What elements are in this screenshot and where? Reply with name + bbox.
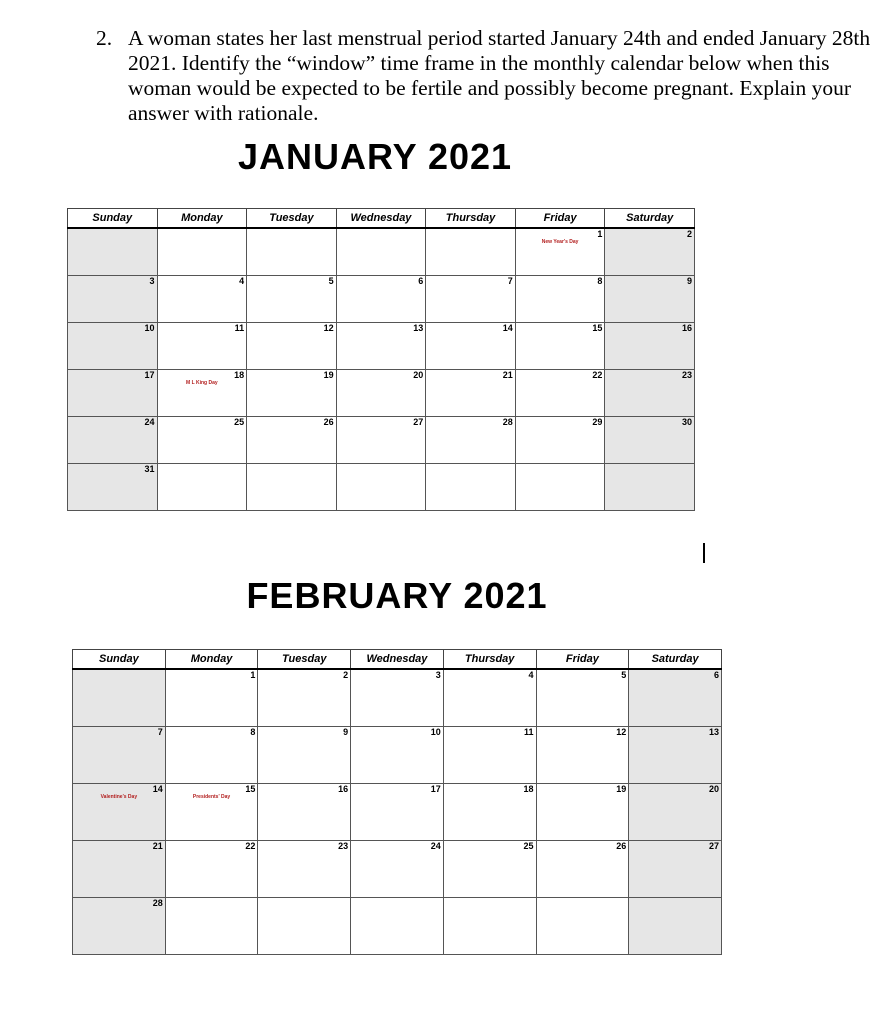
day-cell [247, 228, 337, 276]
day-cell [351, 727, 444, 784]
february-title: FEBRUARY 2021 [246, 575, 548, 616]
day-cell [443, 669, 536, 727]
day-number: 14 [152, 784, 163, 794]
holiday-label: Presidents' Day [192, 794, 231, 800]
february-weekday-row [73, 650, 722, 670]
february-calendar [72, 649, 722, 955]
day-number: 17 [430, 784, 441, 794]
january-week-row [68, 417, 695, 464]
day-cell [629, 669, 722, 727]
holiday-label: New Year's Day [541, 239, 579, 245]
day-cell [336, 370, 426, 417]
day-cell [247, 323, 337, 370]
day-cell [443, 784, 536, 841]
day-number: 29 [592, 417, 603, 427]
day-number: 18 [523, 784, 534, 794]
day-cell [515, 417, 605, 464]
day-number: 3 [149, 276, 155, 286]
day-cell [515, 323, 605, 370]
january-weekday-tuesday: Tuesday [247, 209, 337, 229]
day-number: 2 [343, 670, 349, 680]
day-cell [73, 841, 166, 898]
day-number: 10 [430, 727, 441, 737]
day-cell [515, 464, 605, 511]
day-number: 25 [523, 841, 534, 851]
day-cell [605, 370, 695, 417]
day-number: 23 [338, 841, 349, 851]
day-number: 16 [681, 323, 692, 333]
day-number: 27 [708, 841, 719, 851]
day-cell [336, 323, 426, 370]
day-cell [536, 727, 629, 784]
day-cell [68, 417, 158, 464]
day-number: 3 [435, 670, 441, 680]
day-cell [68, 276, 158, 323]
day-cell [536, 669, 629, 727]
day-number: 9 [686, 276, 692, 286]
day-cell [73, 727, 166, 784]
day-cell [247, 276, 337, 323]
day-cell [426, 276, 516, 323]
day-cell [157, 228, 247, 276]
day-number: 15 [592, 323, 603, 333]
day-number: 31 [144, 464, 155, 474]
february-week-row [73, 841, 722, 898]
day-number: 9 [343, 727, 349, 737]
day-cell [605, 276, 695, 323]
text-cursor [703, 543, 705, 563]
february-week-row [73, 784, 722, 841]
day-cell [515, 370, 605, 417]
day-cell [443, 841, 536, 898]
day-number: 23 [681, 370, 692, 380]
day-cell [157, 323, 247, 370]
january-weekday-friday: Friday [515, 209, 605, 229]
day-number: 28 [152, 898, 163, 908]
day-number: 7 [157, 727, 163, 737]
day-number: 22 [592, 370, 603, 380]
february-weekday-saturday: Saturday [629, 650, 722, 670]
day-number: 15 [245, 784, 256, 794]
january-weekday-sunday: Sunday [68, 209, 158, 229]
february-weekday-thursday: Thursday [443, 650, 536, 670]
january-weeks [68, 228, 695, 511]
day-number: 16 [338, 784, 349, 794]
day-cell [536, 784, 629, 841]
february-weekday-sunday: Sunday [73, 650, 166, 670]
day-cell [258, 841, 351, 898]
day-number: 26 [323, 417, 334, 427]
day-cell [73, 898, 166, 955]
day-cell [68, 323, 158, 370]
day-cell [258, 898, 351, 955]
day-cell [426, 464, 516, 511]
day-cell [351, 898, 444, 955]
february-weekday-friday: Friday [536, 650, 629, 670]
day-cell [73, 669, 166, 727]
february-weekday-tuesday: Tuesday [258, 650, 351, 670]
day-number: 27 [413, 417, 424, 427]
day-number: 11 [524, 727, 534, 737]
january-week-row [68, 464, 695, 511]
day-cell [629, 784, 722, 841]
january-title: JANUARY 2021 [237, 136, 513, 177]
day-cell [605, 228, 695, 276]
day-number: 24 [144, 417, 155, 427]
day-cell [157, 276, 247, 323]
day-number: 8 [597, 276, 603, 286]
february-weekday-monday: Monday [165, 650, 258, 670]
february-week-row [73, 727, 722, 784]
day-cell [165, 784, 258, 841]
day-cell [443, 898, 536, 955]
day-cell [258, 784, 351, 841]
day-cell [351, 669, 444, 727]
january-calendar [67, 208, 695, 511]
day-cell [73, 784, 166, 841]
day-cell [351, 784, 444, 841]
day-cell [258, 669, 351, 727]
day-cell [605, 417, 695, 464]
day-cell [629, 727, 722, 784]
january-week-row [68, 370, 695, 417]
day-cell [426, 228, 516, 276]
holiday-label: Valentine's Day [100, 794, 138, 800]
day-number: 14 [502, 323, 513, 333]
day-number: 30 [681, 417, 692, 427]
january-weekday-monday: Monday [157, 209, 247, 229]
january-week-row [68, 323, 695, 370]
day-cell [426, 417, 516, 464]
day-cell [536, 898, 629, 955]
day-cell [247, 417, 337, 464]
january-weekday-saturday: Saturday [605, 209, 695, 229]
day-cell [165, 841, 258, 898]
holiday-label: M L King Day [186, 380, 218, 386]
day-number: 26 [616, 841, 627, 851]
day-number: 18 [234, 370, 245, 380]
february-week-row [73, 669, 722, 727]
day-number: 5 [328, 276, 334, 286]
day-cell [336, 464, 426, 511]
day-cell [515, 228, 605, 276]
day-cell [336, 417, 426, 464]
day-number: 22 [245, 841, 256, 851]
day-number: 20 [413, 370, 424, 380]
day-number: 2 [686, 229, 692, 239]
day-number: 21 [502, 370, 513, 380]
january-weekday-thursday: Thursday [426, 209, 516, 229]
day-number: 6 [713, 670, 719, 680]
day-cell [247, 370, 337, 417]
day-cell [629, 841, 722, 898]
day-cell [258, 727, 351, 784]
day-number: 8 [250, 727, 256, 737]
day-number: 13 [413, 323, 424, 333]
day-number: 6 [418, 276, 424, 286]
day-cell [165, 669, 258, 727]
january-weekday-wednesday: Wednesday [336, 209, 426, 229]
day-cell [426, 370, 516, 417]
day-cell [336, 228, 426, 276]
january-week-row [68, 228, 695, 276]
january-weekday-row [68, 209, 695, 229]
day-number: 10 [144, 323, 155, 333]
question-text: A woman states her last menstrual period started January 24th and ended January 28th 2021. Identify the “window” time frame in the monthly calendar below when this woman would be expected to be fertile and possibly become pregnant. Explain your answer with rationale. [128, 26, 871, 125]
day-number: 12 [323, 323, 334, 333]
day-number: 24 [430, 841, 441, 851]
day-cell [68, 228, 158, 276]
day-number: 20 [708, 784, 719, 794]
day-cell [336, 276, 426, 323]
february-week-row [73, 898, 722, 955]
day-number: 13 [708, 727, 719, 737]
february-weekday-wednesday: Wednesday [351, 650, 444, 670]
day-number: 25 [234, 417, 245, 427]
day-cell [157, 370, 247, 417]
day-number: 11 [234, 323, 245, 333]
day-cell [443, 727, 536, 784]
day-cell [426, 323, 516, 370]
day-number: 7 [507, 276, 513, 286]
day-number: 12 [616, 727, 627, 737]
day-number: 19 [616, 784, 627, 794]
day-cell [605, 323, 695, 370]
day-number: 17 [144, 370, 155, 380]
day-cell [629, 898, 722, 955]
february-weeks [73, 669, 722, 955]
january-week-row [68, 276, 695, 323]
day-cell [157, 417, 247, 464]
day-number: 1 [597, 229, 603, 239]
day-number: 5 [621, 670, 627, 680]
day-cell [68, 464, 158, 511]
day-cell [165, 727, 258, 784]
day-number: 4 [528, 670, 534, 680]
day-number: 21 [152, 841, 163, 851]
question-number: 2. [96, 26, 113, 50]
day-cell [351, 841, 444, 898]
day-number: 28 [502, 417, 513, 427]
day-number: 19 [323, 370, 334, 380]
day-cell [536, 841, 629, 898]
day-cell [165, 898, 258, 955]
day-cell [605, 464, 695, 511]
day-cell [515, 276, 605, 323]
day-cell [68, 370, 158, 417]
day-cell [157, 464, 247, 511]
day-cell [247, 464, 337, 511]
day-number: 1 [250, 670, 256, 680]
day-number: 4 [239, 276, 245, 286]
